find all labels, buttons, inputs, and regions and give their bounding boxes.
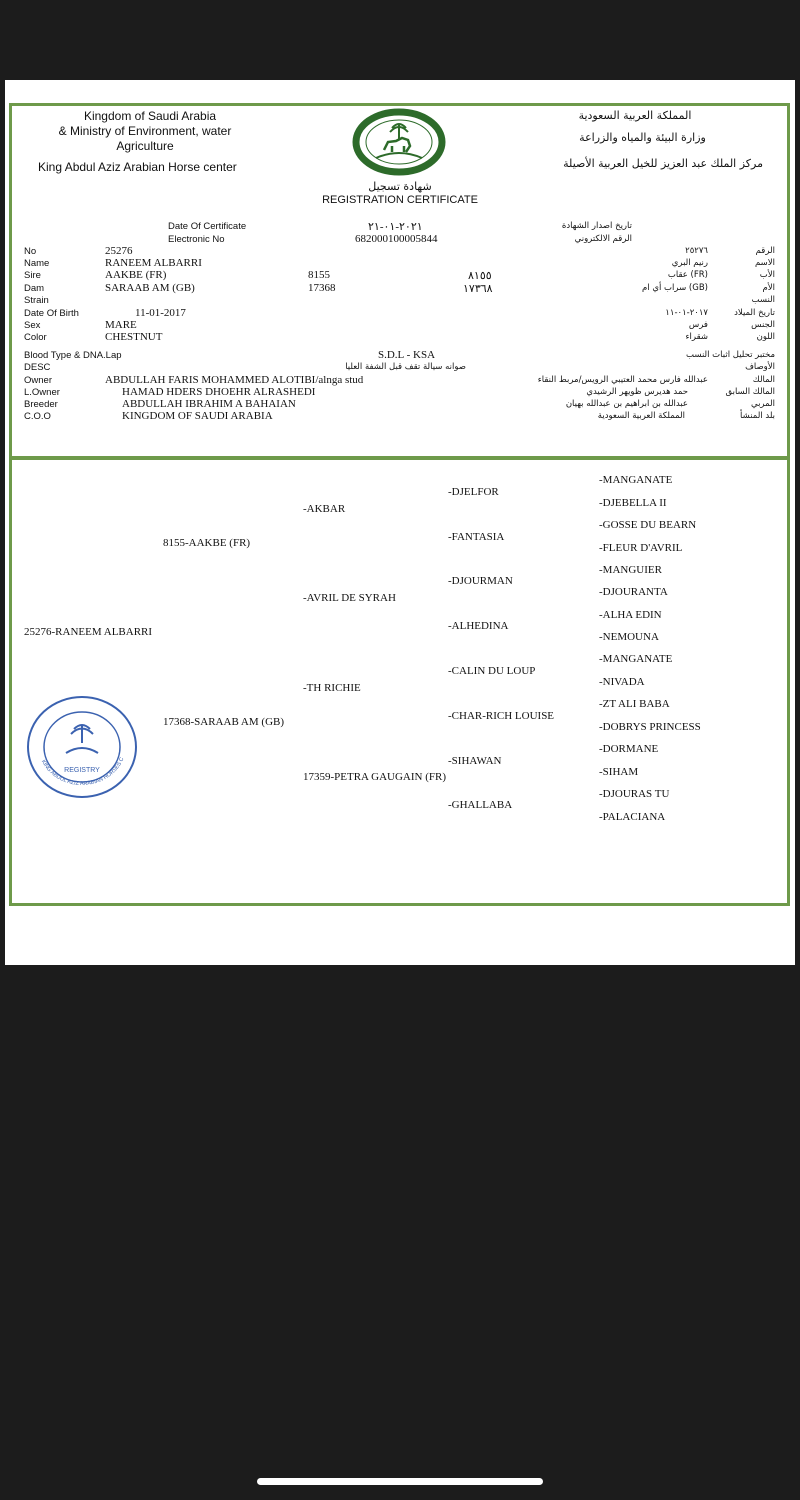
field-label-ar: النسب [751, 295, 775, 305]
pedigree-gen3-item: -ALHEDINA [448, 620, 509, 632]
field-value-ar: شقراء [685, 332, 708, 342]
field-label: L.Owner [24, 387, 60, 398]
field-value-ar: (FR) عقاب [667, 270, 708, 280]
stamp-ring-text: KING ABDUL AZIZ ARABIAN HORSES C [39, 756, 126, 788]
field-label-ar: الرقم [755, 246, 775, 256]
stamp-inner-text: REGISTRY [64, 767, 100, 774]
pedigree-gen4-item: -SIHAM [599, 766, 639, 778]
pedigree-gen3-item: -CHAR-RICH LOUISE [448, 710, 555, 722]
pedigree-gen3-item: -DJOURMAN [448, 575, 513, 587]
field-label-ar: المربي [750, 399, 775, 409]
field-value-number: 17368 [308, 282, 336, 294]
field-label: Strain [24, 295, 49, 306]
field-label-ar: بلد المنشأ [740, 411, 775, 421]
pedigree-gen2-item: -AKBAR [303, 503, 346, 515]
pedigree-gen3-item: -GHALLABA [448, 799, 513, 811]
ministry-emblem-icon [348, 108, 450, 176]
pedigree-gen2-item: 17359-PETRA GAUGAIN (FR) [303, 771, 446, 783]
field-value: 25276 [105, 245, 133, 257]
electronic-no-label-ar: الرقم الالكتروني [574, 234, 632, 244]
pedigree-gen4-item: -MANGANATE [599, 653, 673, 665]
field-value-ar: ٢٥٢٧٦ [685, 246, 708, 256]
field-value-ar: عبدالله بن ابراهيم بن عبدالله بهيان [565, 399, 688, 409]
header-en-center: King Abdul Aziz Arabian Horse center [38, 160, 237, 174]
field-label-ar: تاريخ الميلاد [734, 308, 775, 318]
field-value: 11-01-2017 [135, 307, 186, 319]
field-label: Sire [24, 270, 41, 281]
field-value-ar: عبدالله فارس محمد العتيبي الرويس/مربط النقاء [537, 375, 708, 385]
header-ar-line2: وزارة البيئة والمياه والزراعة [579, 131, 706, 144]
home-indicator[interactable] [257, 1478, 543, 1485]
field-value: CHESTNUT [105, 331, 163, 343]
field-label: Sex [24, 320, 41, 331]
pedigree-gen4-item: -FLEUR D'AVRIL [599, 542, 683, 554]
pedigree-gen4-item: -PALACIANA [599, 811, 666, 823]
field-label-ar: الجنس [751, 320, 775, 330]
field-label-ar: الأوصاف [745, 362, 775, 372]
pedigree-gen4-item: -NEMOUNA [599, 631, 659, 643]
field-value-ar: المملكة العربية السعودية [597, 411, 685, 421]
header-en-line2: & Ministry of Environment, water [58, 124, 232, 138]
field-label-ar: اللون [756, 332, 775, 342]
date-of-certificate-label: Date Of Certificate [168, 221, 247, 232]
field-value-ar: (GB) سراب أي ام [642, 283, 708, 293]
pedigree-gen4-item: -MANGUIER [599, 564, 662, 576]
pedigree-gen4-item: -MANGANATE [599, 474, 673, 486]
field-value-ar: ٢٠١٧-٠١-١١ [665, 308, 708, 318]
pedigree-gen4-item: -DOBRYS PRINCESS [599, 721, 701, 733]
header-en-line3: Agriculture [116, 139, 174, 153]
header-en-line1: Kingdom of Saudi Arabia [83, 109, 217, 123]
header-ar-line1: المملكة العربية السعودية [578, 109, 692, 122]
field-label-ar: الأم [762, 283, 775, 293]
field-label: DESC [24, 362, 51, 373]
pedigree-gen3-item: -SIHAWAN [448, 755, 502, 767]
field-value-ar: حمد هديرس ظويهر الرشيدي [586, 387, 688, 397]
field-label: Date Of Birth [24, 308, 79, 319]
electronic-no-value: 682000100005844 [355, 233, 438, 245]
pedigree-gen4-item: -ZT ALI BABA [599, 698, 670, 710]
registry-stamp-icon [26, 695, 138, 800]
field-value: RANEEM ALBARRI [105, 257, 202, 269]
date-of-certificate-value: ٢٠٢١-٠١-٢١ [368, 221, 423, 233]
header-ar-center: مركز الملك عبد العزيز للخيل العربية الأصيلة [563, 157, 763, 170]
field-value-number-ar: ١٧٣٦٨ [463, 283, 493, 295]
field-label: Name [24, 258, 50, 269]
field-label-ar: المالك السابق [725, 387, 775, 397]
pedigree-gen2-item: -AVRIL DE SYRAH [303, 592, 396, 604]
field-label: Breeder [24, 399, 58, 410]
pedigree-subject: 25276-RANEEM ALBARRI [24, 626, 153, 638]
pedigree-gen4-item: -DJOURANTA [599, 586, 668, 598]
field-label-ar: مختبر تحليل اثبات النسب [686, 350, 775, 360]
field-label-ar: الاسم [755, 258, 775, 268]
field-label: Owner [24, 375, 52, 386]
field-value-ar: فرس [688, 320, 708, 330]
field-value-number-ar: ٨١٥٥ [468, 270, 492, 282]
electronic-no-label: Electronic No [168, 234, 225, 245]
field-value: AAKBE (FR) [105, 269, 167, 281]
date-of-certificate-label-ar: تاريخ اصدار الشهادة [561, 221, 632, 231]
pedigree-gen3-item: -CALIN DU LOUP [448, 665, 536, 677]
field-label: No [24, 246, 37, 257]
title-ar: شهادة تسجيل [368, 180, 432, 193]
title-en: REGISTRATION CERTIFICATE [322, 194, 478, 206]
pedigree-gen4-item: -NIVADA [599, 676, 645, 688]
field-value-ar: رنيم البري [671, 258, 708, 268]
field-label: Blood Type & DNA.Lap [24, 350, 122, 361]
field-value: HAMAD HDERS DHOEHR ALRASHEDI [122, 386, 316, 398]
pedigree-gen2-item: -TH RICHIE [303, 682, 361, 694]
pedigree-gen4-item: -GOSSE DU BEARN [599, 519, 697, 531]
pedigree-gen3-item: -DJELFOR [448, 486, 499, 498]
pedigree-gen3-item: -FANTASIA [448, 531, 505, 543]
field-value-center: صوانه سيالة تقف قبل الشفة العليا [345, 362, 466, 372]
field-label: C.O.O [24, 411, 51, 422]
pedigree-gen4-item: -DJOURAS TU [599, 788, 670, 800]
field-value: MARE [105, 319, 137, 331]
field-label-ar: المالك [752, 375, 775, 385]
pedigree-gen1-item: 8155-AAKBE (FR) [163, 537, 251, 549]
field-value-number: 8155 [308, 269, 330, 281]
pedigree-gen4-item: -DORMANE [599, 743, 659, 755]
field-value: ABDULLAH FARIS MOHAMMED ALOTIBI/alnga stud [105, 374, 364, 386]
pedigree-gen4-item: -ALHA EDIN [599, 609, 662, 621]
pedigree-gen1-item: 17368-SARAAB AM (GB) [163, 716, 285, 728]
field-value: SARAAB AM (GB) [105, 282, 195, 294]
field-label: Dam [24, 283, 45, 294]
field-value: KINGDOM OF SAUDI ARABIA [122, 410, 273, 422]
pedigree-gen4-item: -DJEBELLA II [599, 497, 667, 509]
field-value-center: S.D.L - KSA [378, 349, 436, 361]
field-value: ABDULLAH IBRAHIM A BAHAIAN [122, 398, 296, 410]
field-label: Color [24, 332, 47, 343]
field-label-ar: الأب [759, 270, 775, 280]
